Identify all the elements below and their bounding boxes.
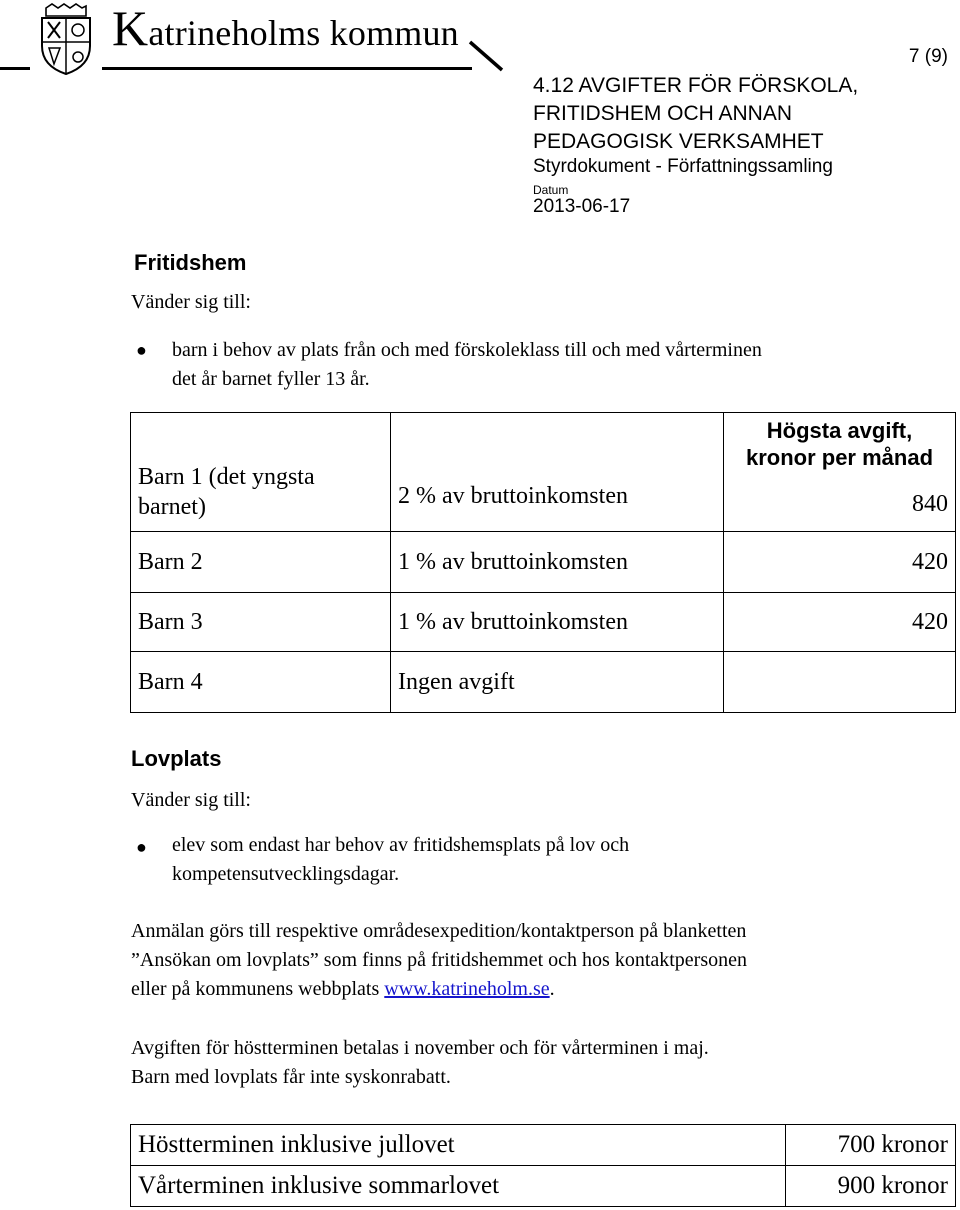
bullet-line: det år barnet fyller 13 år. bbox=[172, 368, 370, 390]
header-slash-decoration bbox=[468, 40, 508, 74]
page-number: 7 (9) bbox=[908, 46, 948, 67]
municipality-website-link[interactable]: www.katrineholm.se bbox=[384, 978, 550, 1000]
bullet-marker: ● bbox=[136, 340, 147, 360]
table-row bbox=[131, 532, 956, 593]
paragraph-line: Anmälan görs till respektive områdesexpedition/kontaktperson på blanketten bbox=[131, 920, 747, 942]
brand-initial: K bbox=[112, 0, 149, 56]
column-header-line: kronor per månad bbox=[745, 445, 934, 470]
bullet-line: elev som endast har behov av fritidshemsplats på lov och bbox=[172, 834, 630, 856]
table-row bbox=[131, 1125, 956, 1166]
table-cell-max: 420 bbox=[724, 593, 956, 652]
audience-label: Vänder sig till: bbox=[131, 291, 251, 313]
header-rule bbox=[102, 67, 472, 70]
table-cell-max bbox=[724, 652, 956, 713]
bullet-text bbox=[172, 831, 629, 889]
paragraph-text: eller på kommunens webbplats bbox=[131, 978, 385, 1000]
date-label: Datum bbox=[533, 183, 569, 197]
bullet-line: kompetensutvecklingsdagar. bbox=[172, 863, 400, 885]
bullet-marker: ● bbox=[136, 837, 147, 857]
table-cell-rule: 1 % av bruttoinkomsten bbox=[391, 532, 724, 593]
audience-label: Vänder sig till: bbox=[131, 789, 251, 811]
table-cell-max: 420 bbox=[724, 532, 956, 593]
table-cell-child: Barn 4 bbox=[131, 652, 391, 713]
table-cell-rule: 2 % av bruttoinkomsten bbox=[391, 413, 724, 532]
paragraph-line bbox=[131, 975, 941, 1004]
paragraph-text: . bbox=[549, 978, 555, 1000]
table-cell-term: Höstterminen inklusive jullovet bbox=[131, 1125, 786, 1166]
municipality-crest-logo bbox=[36, 2, 96, 76]
table-cell-child bbox=[131, 413, 391, 532]
table-cell-term: Vårterminen inklusive sommarlovet bbox=[131, 1166, 786, 1207]
cell-line: Barn 1 (det yngsta bbox=[138, 464, 315, 490]
table-row bbox=[131, 593, 956, 652]
table-cell-max bbox=[724, 413, 956, 532]
document-title-line: PEDAGOGISK VERKSAMHET bbox=[533, 130, 824, 153]
cell-line: barnet) bbox=[138, 494, 206, 520]
term-fee-table bbox=[130, 1124, 956, 1207]
municipality-name bbox=[112, 0, 459, 56]
table-row bbox=[131, 652, 956, 713]
table-row bbox=[131, 1166, 956, 1207]
table-cell-fee: 700 kronor bbox=[786, 1125, 956, 1166]
document-title bbox=[533, 72, 858, 156]
table-cell-child: Barn 3 bbox=[131, 593, 391, 652]
section-heading-lovplats: Lovplats bbox=[131, 746, 222, 771]
brand-rest: atrineholms kommun bbox=[148, 13, 459, 53]
table-cell-rule: Ingen avgift bbox=[391, 652, 724, 713]
application-paragraph bbox=[131, 917, 941, 1004]
table-cell-rule: 1 % av bruttoinkomsten bbox=[391, 593, 724, 652]
section-heading-fritidshem: Fritidshem bbox=[134, 250, 247, 275]
max-fee-value: 840 bbox=[912, 491, 948, 517]
payment-paragraph bbox=[131, 1034, 941, 1092]
header-rule-left bbox=[0, 67, 30, 70]
bullet-text bbox=[172, 336, 762, 394]
column-header-max-fee bbox=[731, 417, 948, 471]
document-subtitle: Styrdokument - Författningssamling bbox=[533, 156, 833, 177]
paragraph-line: Avgiften för höstterminen betalas i november och för vårterminen i maj. bbox=[131, 1037, 709, 1059]
bullet-line: barn i behov av plats från och med förskoleklass till och med vårterminen bbox=[172, 339, 762, 361]
column-header-line: Högsta avgift, bbox=[766, 418, 913, 443]
paragraph-line: ”Ansökan om lovplats” som finns på fritidshemmet och hos kontaktpersonen bbox=[131, 949, 748, 971]
table-cell-child: Barn 2 bbox=[131, 532, 391, 593]
paragraph-line: Barn med lovplats får inte syskonrabatt. bbox=[131, 1066, 451, 1088]
document-title-line: 4.12 AVGIFTER FÖR FÖRSKOLA, bbox=[533, 74, 859, 97]
table-row bbox=[131, 413, 956, 532]
date-value: 2013-06-17 bbox=[533, 196, 631, 217]
table-cell-fee: 900 kronor bbox=[786, 1166, 956, 1207]
fee-table bbox=[130, 412, 956, 713]
document-title-line: FRITIDSHEM OCH ANNAN bbox=[533, 102, 793, 125]
